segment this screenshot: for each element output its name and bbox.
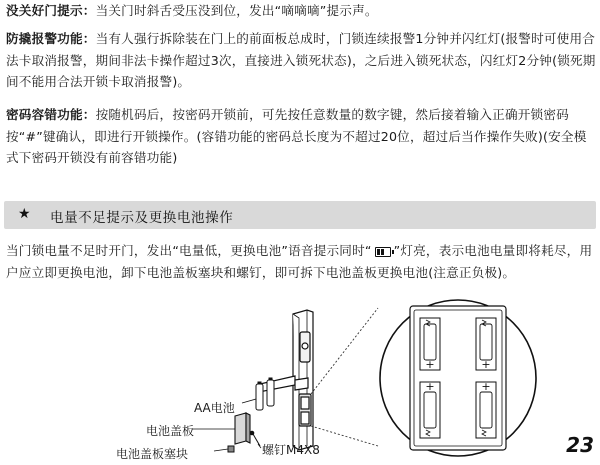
door-not-closed-term: 没关好门提示： bbox=[6, 3, 96, 18]
anti-pry-alarm-term: 防撬报警功能： bbox=[6, 31, 96, 46]
polarity-plus-bottom-left: + bbox=[425, 380, 435, 393]
magnified-battery-compartment bbox=[380, 300, 536, 456]
screw-label: 螺钉M4X8 bbox=[262, 443, 320, 457]
polarity-plus-top-left: + bbox=[425, 358, 435, 371]
star-icon: ★ bbox=[18, 206, 31, 222]
section-title: 电量不足提示及更换电池操作 bbox=[50, 210, 234, 226]
password-fault-tolerance-term: 密码容错功能： bbox=[6, 107, 96, 122]
low-battery-text-part2: ”灯亮，表示电池电量即将耗尽，用户应立即更换电池，卸下电池盖板塞块和螺钉，即可拆下电池盖板更换电池(注意正负极)。 bbox=[6, 243, 593, 280]
low-battery-text-part1: 当门锁电量不足时开门，发出“电量低，更换电池”语音提示同时“ bbox=[6, 243, 372, 258]
polarity-plus-bottom-right: + bbox=[481, 380, 491, 393]
password-fault-tolerance-paragraph bbox=[6, 104, 596, 169]
aa-battery-label: AA电池 bbox=[194, 401, 235, 415]
polarity-plus-top-right: + bbox=[481, 358, 491, 371]
lock-body-illustration bbox=[257, 310, 313, 450]
password-fault-tolerance-text: 按随机码后，按密码开锁前，可先按任意数量的数字键，然后接着输入正确开锁密码按“#”键确认，即进行开锁操作。(容错功能的密码总长度为不超过20位，超过后当作操作失败)(安全模式下密码开锁没有前容错功能) bbox=[6, 107, 587, 165]
low-battery-paragraph bbox=[6, 240, 596, 283]
low-battery-icon bbox=[375, 247, 391, 257]
battery-cover-label: 电池盖板 bbox=[146, 424, 195, 438]
magnifier-guide-lines bbox=[311, 308, 378, 446]
anti-pry-alarm-text: 当有人强行拆除装在门上的前面板总成时，门锁连续报警1分钟并闪红灯(报警时可使用合法卡取消报警，期间非法卡操作超过3次，直接进入锁死状态)，之后进入锁死状态，闪红灯2分钟(锁死期间不能用合法开锁卡取消报警)。 bbox=[6, 31, 596, 89]
section-header-bar bbox=[4, 201, 596, 229]
cover-plug-illustration bbox=[228, 446, 234, 452]
door-not-closed-paragraph bbox=[6, 0, 596, 22]
door-not-closed-text: 当关门时斜舌受压没到位，发出“嘀嘀嘀”提示声。 bbox=[95, 3, 378, 18]
anti-pry-alarm-paragraph bbox=[6, 28, 596, 93]
battery-replacement-figure bbox=[110, 296, 570, 461]
battery-cover-illustration bbox=[235, 413, 250, 444]
screw-illustration bbox=[250, 431, 260, 446]
page-number: 23 bbox=[566, 433, 594, 457]
cover-plug-label: 电池盖板塞块 bbox=[116, 447, 189, 461]
